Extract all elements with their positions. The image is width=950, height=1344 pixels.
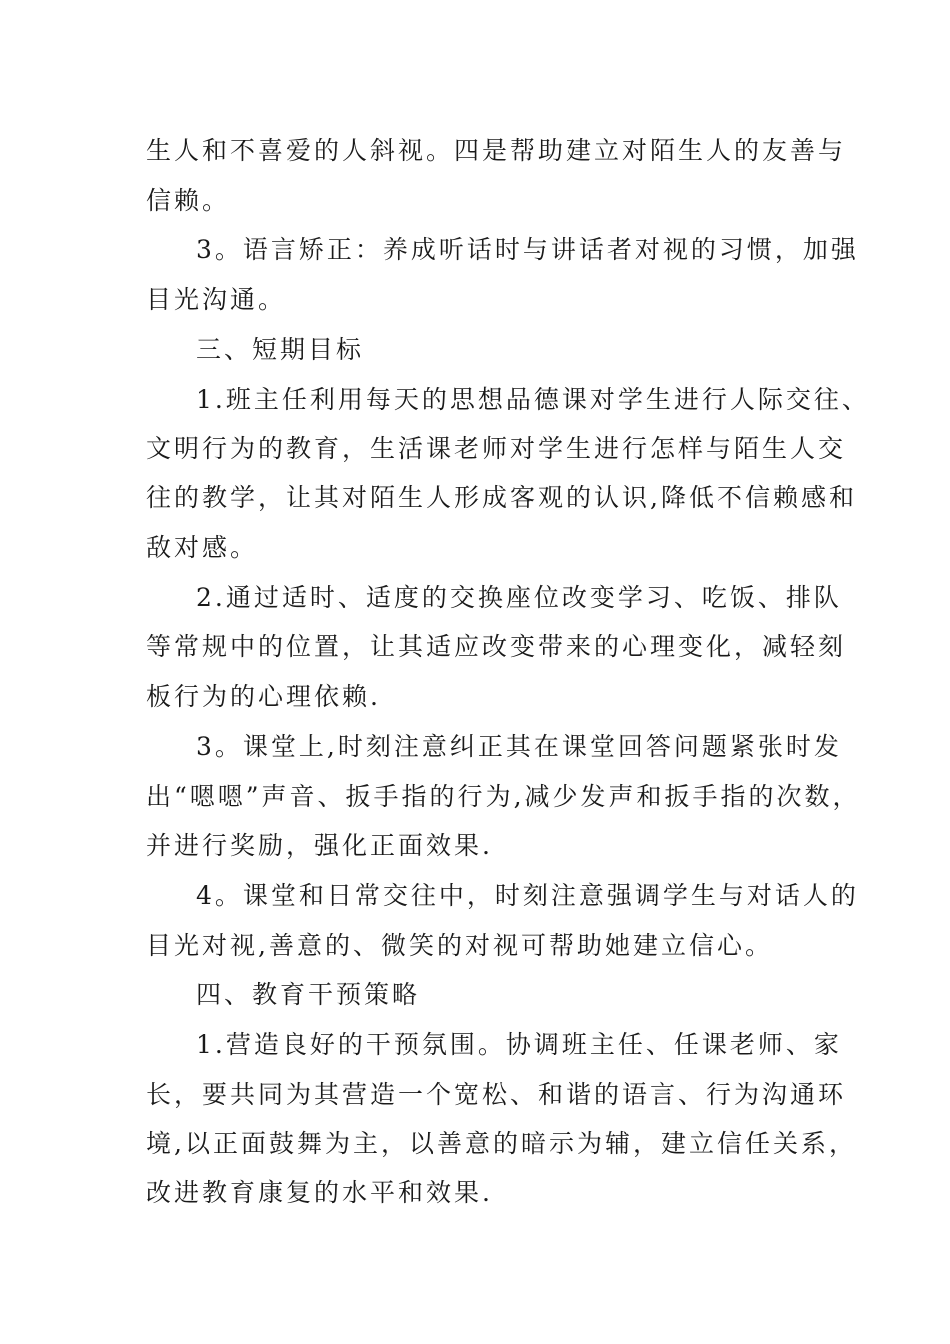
text-line: 3。语言矫正：养成听话时与讲话者对视的习惯，加强: [196, 235, 859, 264]
text-line: 目光沟通。: [146, 285, 287, 314]
text-line: 境,以正面鼓舞为主，以善意的暗示为辅，建立信任关系，: [146, 1129, 857, 1158]
text-line: 生人和不喜爱的人斜视。四是帮助建立对陌生人的友善与: [146, 136, 847, 165]
text-line: 文明行为的教育，生活课老师对学生进行怎样与陌生人交: [146, 434, 847, 463]
text-line: 3。课堂上,时刻注意纠正其在课堂回答问题紧张时发: [196, 732, 842, 761]
text-line: 目光对视,善意的、微笑的对视可帮助她建立信心。: [146, 931, 773, 960]
text-line: 长，要共同为其营造一个宽松、和谐的语言、行为沟通环: [146, 1080, 847, 1109]
text-line: 出“嗯嗯”声音、扳手指的行为,减少发声和扳手指的次数，: [146, 782, 861, 811]
text-line: 4。课堂和日常交往中，时刻注意强调学生与对话人的: [196, 881, 859, 910]
text-line: 1.营造良好的干预氛围。协调班主任、任课老师、家: [196, 1030, 842, 1059]
section-heading: 三、短期目标: [196, 335, 365, 364]
text-line: 往的教学，让其对陌生人形成客观的认识,降低不信赖感和: [146, 483, 857, 512]
text-line: 2.通过适时、适度的交换座位改变学习、吃饭、排队: [196, 583, 842, 612]
text-line: 等常规中的位置，让其适应改变带来的心理变化，减轻刻: [146, 632, 847, 661]
text-line: 改进教育康复的水平和效果.: [146, 1178, 493, 1207]
section-heading: 四、教育干预策略: [196, 980, 421, 1009]
text-line: 1.班主任利用每天的思想品德课对学生进行人际交往、: [196, 385, 870, 414]
text-line: 敌对感。: [146, 533, 259, 562]
text-line: 板行为的心理依赖.: [146, 682, 381, 711]
text-line: 信赖。: [146, 186, 231, 215]
text-line: 并进行奖励，强化正面效果.: [146, 831, 493, 860]
